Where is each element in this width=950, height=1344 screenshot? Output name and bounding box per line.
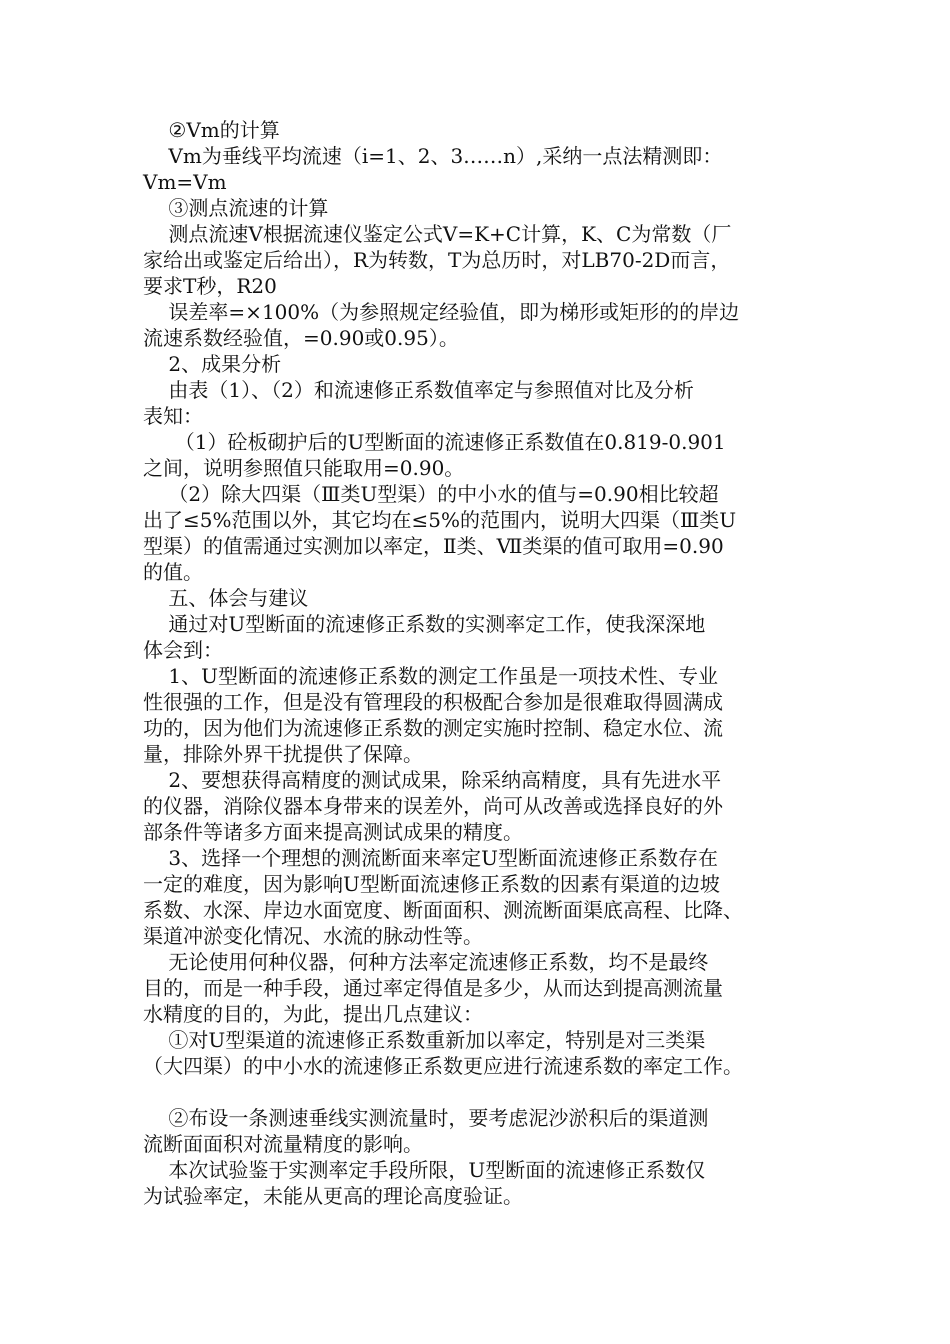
text-line: 五、体会与建议 (143, 586, 309, 610)
text-line: 家给出或鉴定后给出），R为转数，T为总历时，对LB70-2D而言， (143, 248, 731, 272)
text-line: 水精度的目的，为此，提出几点建议： (143, 1002, 483, 1026)
blank-line (143, 1079, 808, 1105)
text-line: 出了≤5%范围以外，其它均在≤5%的范围内，说明大四渠（Ⅲ类U (143, 508, 737, 532)
text-line: 要求T秒，R20 (143, 274, 277, 298)
text-line: ①对U型渠道的流速修正系数重新加以率定，特别是对三类渠 (143, 1028, 706, 1052)
text-line: ②布设一条测速垂线实测流量时，要考虑泥沙淤积后的渠道测 (143, 1106, 709, 1130)
text-line: 为试验率定，未能从更高的理论高度验证。 (143, 1184, 523, 1208)
text-line: 功的，因为他们为流速修正系数的测定实施时控制、稳定水位、流 (143, 716, 723, 740)
text-line: 部条件等诸多方面来提高测试成果的精度。 (143, 820, 523, 844)
text-line: 体会到： (143, 638, 223, 662)
text-line: 之间，说明参照值只能取用=0.90。 (143, 456, 465, 480)
text-line: 渠道冲淤变化情况、水流的脉动性等。 (143, 924, 483, 948)
text-line: 3、选择一个理想的测流断面来率定U型断面流速修正系数存在 (143, 846, 719, 870)
text-line: 误差率=×100%（为参照规定经验值，即为梯形或矩形的的岸边 (143, 300, 740, 324)
text-line: 目的，而是一种手段，通过率定得值是多少，从而达到提高测流量 (143, 976, 723, 1000)
text-line: 流速系数经验值，=0.90或0.95）。 (143, 326, 459, 350)
text-line: ②Vm的计算 (143, 118, 280, 142)
text-line: 表知： (143, 404, 203, 428)
text-line: 1、U型断面的流速修正系数的测定工作虽是一项技术性、专业 (143, 664, 719, 688)
text-line: 测点流速V根据流速仪鉴定公式V=K+C计算，K、C为常数（厂 (143, 222, 732, 246)
text-line: 型渠）的值需通过实测加以率定，Ⅱ类、Ⅶ类渠的值可取用=0.90 (143, 534, 724, 558)
text-line: 2、成果分析 (143, 352, 282, 376)
text-line: 量，排除外界干扰提供了保障。 (143, 742, 423, 766)
text-line: （1）砼板砌护后的U型断面的流速修正系数值在0.819-0.901 (143, 430, 726, 454)
text-line: 性很强的工作，但是没有管理段的积极配合参加是很难取得圆满成 (143, 690, 723, 714)
text-line: 流断面面积对流量精度的影响。 (143, 1132, 423, 1156)
text-line: 由表（1）、（2）和流速修正系数值率定与参照值对比及分析 (143, 378, 694, 402)
text-line: 的仪器，消除仪器本身带来的误差外，尚可从改善或选择良好的外 (143, 794, 723, 818)
text-line: ③测点流速的计算 (143, 196, 329, 220)
text-line: Vm=Vm (143, 170, 227, 194)
text-line: （大四渠）的中小水的流速修正系数更应进行流速系数的率定工作。 (143, 1054, 743, 1078)
text-line: 的值。 (143, 560, 203, 584)
text-line: （2）除大四渠（Ⅲ类U型渠）的中小水的值与=0.90相比较超 (143, 482, 719, 506)
text-line: Vm为垂线平均流速（i=1、2、3……n）,采纳一点法精测即： (143, 144, 723, 168)
text-line: 本次试验鉴于实测率定手段所限，U型断面的流速修正系数仅 (143, 1158, 706, 1182)
text-line: 系数、水深、岸边水面宽度、断面面积、测流断面渠底高程、比降、 (143, 898, 743, 922)
document-body (143, 117, 808, 1209)
text-line: 一定的难度，因为影响U型断面流速修正系数的因素有渠道的边坡 (143, 872, 720, 896)
text-line: 2、要想获得高精度的测试成果，除采纳高精度，具有先进水平 (143, 768, 722, 792)
text-line: 通过对U型断面的流速修正系数的实测率定工作，使我深深地 (143, 612, 706, 636)
text-line: 无论使用何种仪器，何种方法率定流速修正系数，均不是最终 (143, 950, 709, 974)
